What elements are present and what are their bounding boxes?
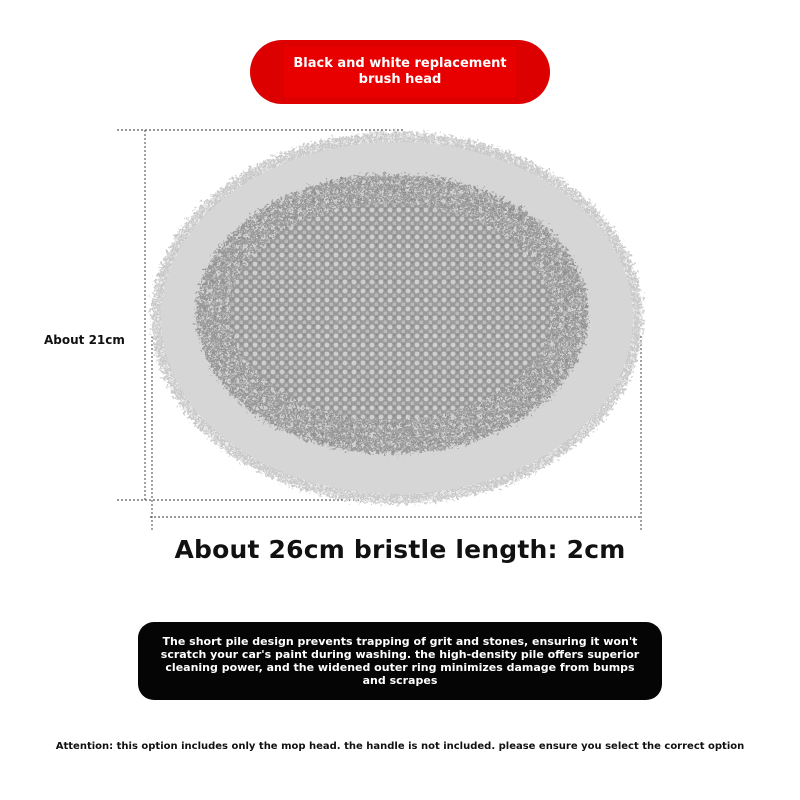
description-text: The short pile design prevents trapping of grit and stones, ensuring it won't scratch your car's paint during washing. the high-density pile offers superior cleaning power, and the widened outer ring minimizes damage from bumps and scrapes	[160, 635, 640, 687]
mop-head-shape	[151, 132, 643, 504]
title-line-1: Black and white replacement	[293, 56, 507, 71]
attention-note: Attention: this option includes only the mop head. the handle is not included. please ensure you select the correct option	[55, 741, 745, 752]
description-box	[138, 622, 662, 700]
title-line-2: brush head	[358, 72, 442, 87]
dimension-caption: About 26cm bristle length: 2cm	[174, 535, 626, 564]
height-dimension-label: About 21cm	[44, 333, 125, 347]
